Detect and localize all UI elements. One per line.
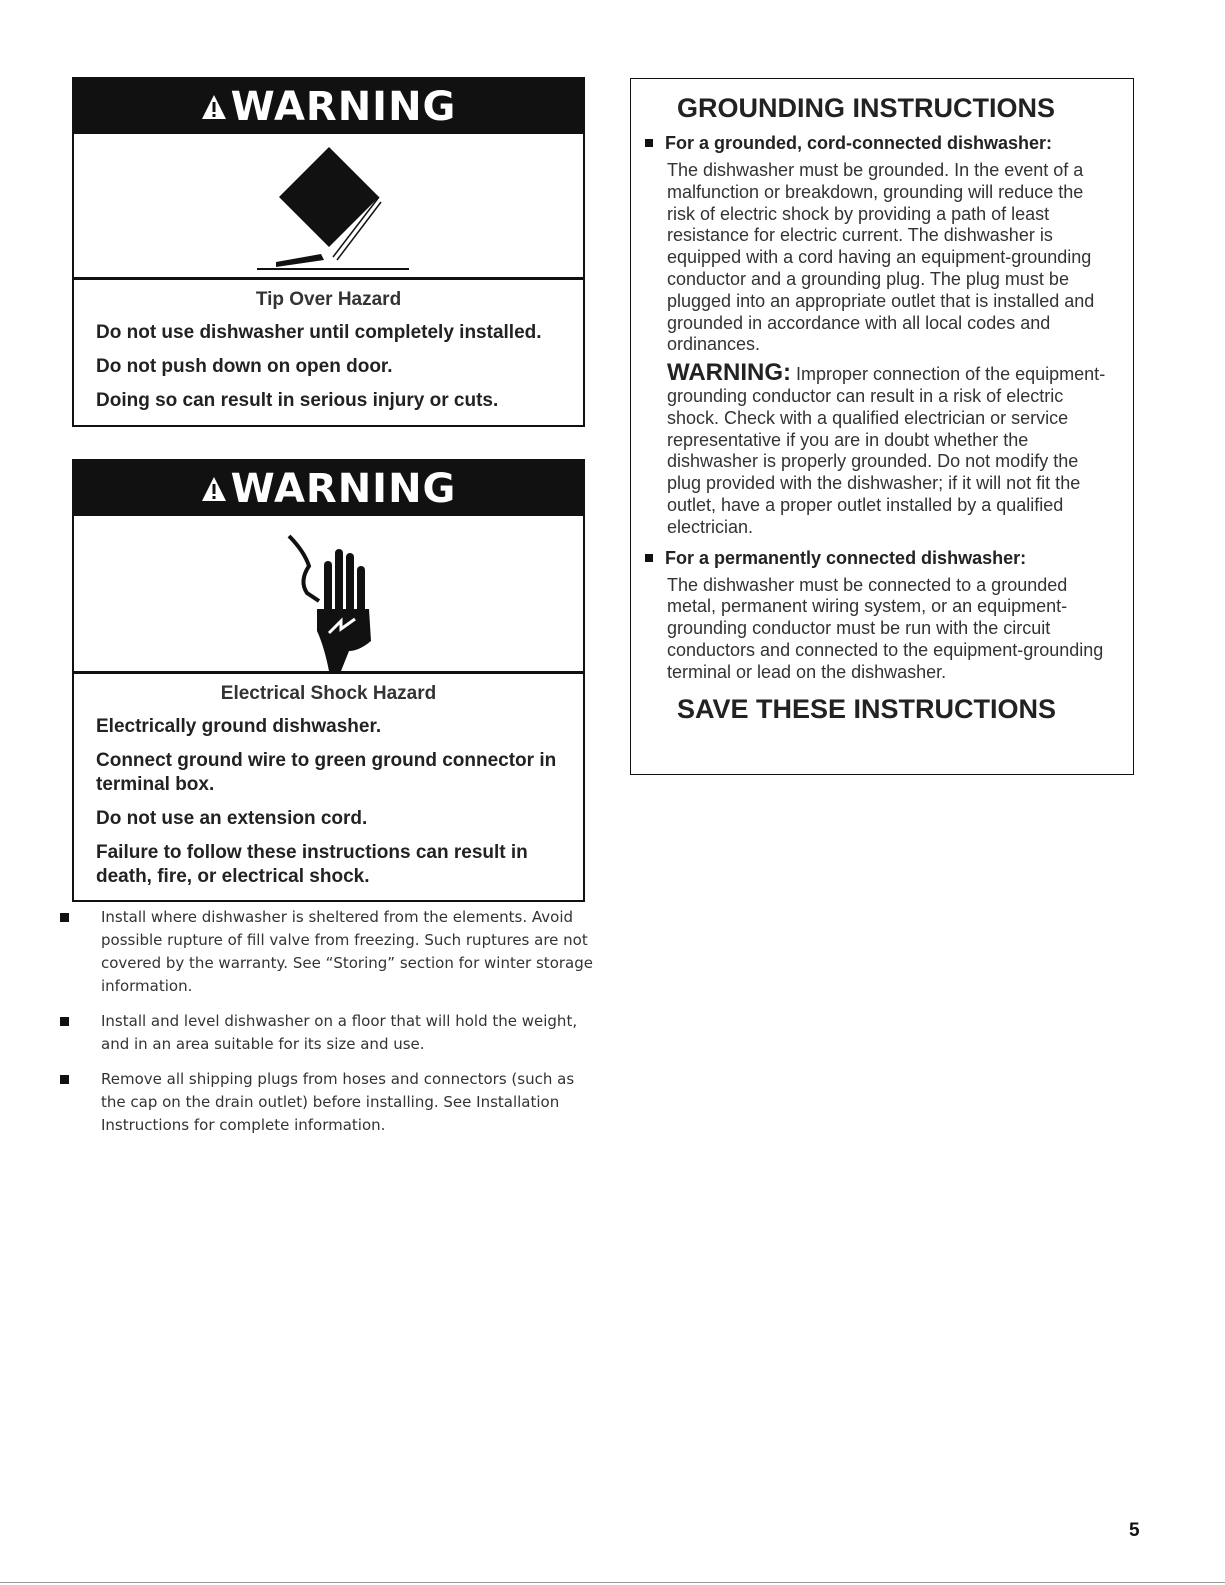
warning-header-text: WARNING <box>230 83 457 130</box>
grounding-instructions-box <box>630 78 1134 775</box>
warning-line: Connect ground wire to green ground connector in terminal box. <box>96 750 557 795</box>
list-item <box>60 1068 600 1137</box>
warning-line: Do not use an extension cord. <box>96 808 368 829</box>
warning-header-text: WARNING <box>230 465 457 512</box>
warning-triangle-icon <box>201 94 227 120</box>
tip-over-picture <box>74 134 583 280</box>
warning-header <box>74 79 583 134</box>
tip-over-icon <box>229 142 429 277</box>
bullet-square-icon <box>645 554 653 562</box>
warning-label: WARNING: <box>667 359 791 387</box>
warning-line: Do not use dishwasher until completely installed. <box>96 322 542 343</box>
bullet-square-icon <box>60 913 69 922</box>
list-item <box>60 906 600 998</box>
electrical-shock-picture <box>74 516 583 674</box>
list-item-text: Remove all shipping plugs from hoses and connectors (such as the cap on the drain outlet) before installing. See Installation Instructions for complete information. <box>101 1070 575 1134</box>
subheading-text: For a permanently connected dishwasher: <box>665 547 1027 568</box>
bullet-square-icon <box>60 1075 69 1084</box>
warning-line: Electrically ground dishwasher. <box>96 716 382 737</box>
grounding-subheading <box>645 548 1133 569</box>
list-item-text: Install and level dishwasher on a floor that will hold the weight, and in an area suitable for its size and use. <box>101 1012 578 1053</box>
grounding-warning-paragraph <box>667 359 1115 538</box>
warning-line: Do not push down on open door. <box>96 356 393 377</box>
page-number: 5 <box>1129 1520 1140 1541</box>
warning-header <box>74 461 583 516</box>
grounding-subheading <box>645 133 1133 154</box>
page-bottom-rule <box>0 1582 1225 1583</box>
list-item-text: Install where dishwasher is sheltered from the elements. Avoid possible rupture of fill valve from freezing. Such ruptures are not covered by the warranty. See “Storing” section for winter storage information. <box>101 908 593 995</box>
grounding-paragraph: The dishwasher must be connected to a grounded metal, permanent wiring system, or an equipment-grounding conductor must be run with the circuit conductors and connected to the equipment-grounding terminal or lead on the dishwasher. <box>667 574 1104 682</box>
electrical-shock-icon <box>229 521 429 671</box>
grounding-paragraph: The dishwasher must be grounded. In the event of a malfunction or breakdown, grounding will reduce the risk of electric shock by providing a path of least resistance for electric current. The dishwasher is equipped with a cord having an equipment-grounding conductor and a grounding plug. The plug must be plugged into an appropriate outlet that is installed and grounded in accordance with all local codes and ordinances. <box>667 160 1095 355</box>
hazard-title: Electrical Shock Hazard <box>220 683 437 704</box>
hazard-title: Tip Over Hazard <box>255 289 402 310</box>
tip-over-warning-box <box>72 77 585 427</box>
bullet-square-icon <box>60 1017 69 1026</box>
electrical-shock-warning-box <box>72 459 585 902</box>
warning-line: Doing so can result in serious injury or cuts. <box>96 390 499 411</box>
subheading-text: For a grounded, cord-connected dishwasher: <box>665 133 1053 153</box>
warning-line: Failure to follow these instructions can result in death, fire, or electrical shock. <box>96 842 528 887</box>
installation-bullets <box>60 906 600 1149</box>
warning-triangle-icon <box>201 476 227 502</box>
list-item <box>60 1010 600 1056</box>
bullet-square-icon <box>645 139 653 147</box>
grounding-title: GROUNDING INSTRUCTIONS <box>677 93 1055 123</box>
warning-text: Improper connection of the equipment-grounding conductor can result in a risk of electric shock. Check with a qualified electrician or service representative if you are in doubt whether the dishwasher is properly grounded. Do not modify the plug provided with the dishwasher; if it will not fit the outlet, have a proper outlet installed by a qualified electrician. <box>667 364 1106 537</box>
save-instructions-heading: SAVE THESE INSTRUCTIONS <box>677 693 1057 724</box>
